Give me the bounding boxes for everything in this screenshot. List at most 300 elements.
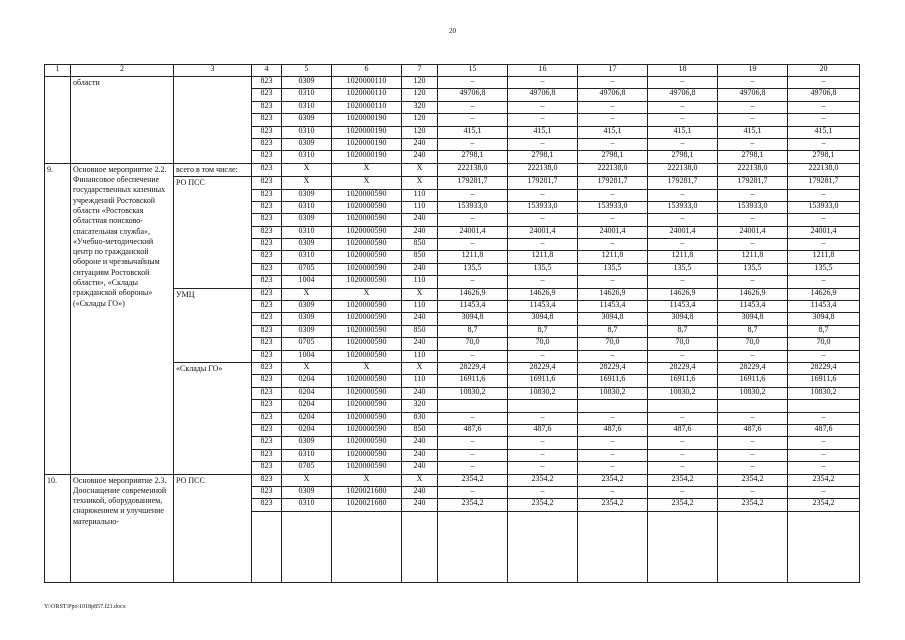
item-number	[45, 77, 71, 164]
value-cell: –	[788, 449, 860, 461]
value-cell: –	[718, 114, 788, 126]
value-cell: 70,0	[508, 338, 578, 350]
value-cell: –	[788, 114, 860, 126]
value-cell: 24001,4	[438, 226, 508, 238]
code-section: Х	[282, 362, 332, 374]
value-cell: 487,6	[648, 424, 718, 436]
value-cell: 28229,4	[718, 362, 788, 374]
value-cell: 2798,1	[578, 151, 648, 163]
executor-cell: УМЦ	[174, 288, 252, 362]
value-cell: –	[718, 276, 788, 288]
code-ministry: 823	[252, 325, 282, 337]
item-description: Основное мероприятие 2.2. Финансовое обеспечение государственных казенных учреждений Ростовской области «Ростовская областная поисково-спасательная служба», «Учебно-методический центр по гражданской обороне и чрезвычайным ситуациям Ростовской области», «Склады гражданской обороны» («Склады ГО»)	[71, 163, 174, 474]
column-header: 6	[332, 65, 402, 77]
value-cell: 14626,9	[718, 288, 788, 300]
code-section: 0310	[282, 89, 332, 101]
value-cell: 49706,8	[578, 89, 648, 101]
value-cell: 153933,0	[648, 201, 718, 213]
code-section: 0204	[282, 400, 332, 412]
code-section: 0309	[282, 77, 332, 89]
value-cell: 222138,0	[578, 163, 648, 176]
value-cell: –	[648, 214, 718, 226]
value-cell: 2354,2	[718, 474, 788, 486]
value-cell	[438, 400, 508, 412]
value-cell: 179281,7	[578, 177, 648, 189]
value-cell: 49706,8	[438, 89, 508, 101]
value-cell: –	[718, 101, 788, 113]
value-cell: 2354,2	[508, 499, 578, 511]
value-cell: 8,7	[578, 325, 648, 337]
code-expense-type: 240	[402, 151, 438, 163]
value-cell: –	[438, 239, 508, 251]
value-cell: –	[508, 239, 578, 251]
code-section: 0309	[282, 486, 332, 498]
code-ministry: 823	[252, 114, 282, 126]
value-cell: –	[788, 239, 860, 251]
column-header: 15	[438, 65, 508, 77]
code-expense-type: 240	[402, 263, 438, 275]
value-cell: 415,1	[438, 126, 508, 138]
value-cell: –	[508, 449, 578, 461]
code-section: 1004	[282, 276, 332, 288]
value-cell: 2798,1	[788, 151, 860, 163]
value-cell	[508, 511, 578, 582]
value-cell	[438, 511, 508, 582]
value-cell: 49706,8	[508, 89, 578, 101]
code-expense-type: 850	[402, 325, 438, 337]
value-cell: 16911,6	[578, 375, 648, 387]
value-cell: –	[438, 138, 508, 150]
value-cell: –	[578, 437, 648, 449]
value-cell: 49706,8	[718, 89, 788, 101]
value-cell: 16911,6	[438, 375, 508, 387]
value-cell: 1211,8	[718, 251, 788, 263]
value-cell: –	[718, 486, 788, 498]
code-ministry: 823	[252, 239, 282, 251]
value-cell: –	[438, 189, 508, 201]
value-cell: 179281,7	[508, 177, 578, 189]
value-cell: –	[508, 437, 578, 449]
value-cell: 70,0	[788, 338, 860, 350]
value-cell: –	[578, 189, 648, 201]
value-cell: 49706,8	[648, 89, 718, 101]
code-section: Х	[282, 474, 332, 486]
value-cell: 179281,7	[788, 177, 860, 189]
code-ministry: 823	[252, 214, 282, 226]
value-cell: –	[648, 449, 718, 461]
value-cell: 3094,8	[578, 313, 648, 325]
value-cell: 2354,2	[648, 499, 718, 511]
column-header: 7	[402, 65, 438, 77]
value-cell: 487,6	[438, 424, 508, 436]
value-cell: 3094,8	[648, 313, 718, 325]
value-cell: –	[648, 114, 718, 126]
code-target: 1020021680	[332, 499, 402, 511]
code-target: 1020000190	[332, 114, 402, 126]
value-cell: –	[788, 77, 860, 89]
value-cell: 2354,2	[578, 474, 648, 486]
code-target: 1020000590	[332, 251, 402, 263]
value-cell: –	[718, 462, 788, 474]
code-target: 1020000590	[332, 325, 402, 337]
code-ministry	[252, 511, 282, 582]
code-section: 0204	[282, 375, 332, 387]
code-section: 0309	[282, 239, 332, 251]
code-ministry: 823	[252, 201, 282, 213]
code-target: Х	[332, 288, 402, 300]
code-ministry: 823	[252, 412, 282, 424]
value-cell: –	[438, 449, 508, 461]
code-expense-type: Х	[402, 163, 438, 176]
code-expense-type: Х	[402, 288, 438, 300]
value-cell: –	[508, 101, 578, 113]
code-section: 0310	[282, 226, 332, 238]
value-cell: 2798,1	[508, 151, 578, 163]
table-row	[45, 163, 860, 176]
value-cell: 415,1	[788, 126, 860, 138]
code-section: Х	[282, 288, 332, 300]
value-cell: 11453,4	[438, 301, 508, 313]
code-expense-type: 120	[402, 89, 438, 101]
code-ministry: 823	[252, 338, 282, 350]
value-cell: –	[508, 214, 578, 226]
code-ministry: 823	[252, 462, 282, 474]
item-number: 10.	[45, 474, 71, 582]
value-cell: 2354,2	[438, 474, 508, 486]
code-section: 0310	[282, 151, 332, 163]
value-cell: –	[438, 276, 508, 288]
code-expense-type: 320	[402, 400, 438, 412]
value-cell: –	[578, 101, 648, 113]
value-cell: –	[508, 114, 578, 126]
item-description: области	[71, 77, 174, 164]
value-cell: 8,7	[788, 325, 860, 337]
code-ministry: 823	[252, 437, 282, 449]
value-cell: 28229,4	[788, 362, 860, 374]
code-ministry: 823	[252, 499, 282, 511]
code-ministry: 823	[252, 89, 282, 101]
executor-cell: «Склады ГО»	[174, 362, 252, 474]
value-cell: 10830,2	[648, 387, 718, 399]
code-expense-type: 320	[402, 101, 438, 113]
item-number: 9.	[45, 163, 71, 474]
value-cell: –	[788, 412, 860, 424]
value-cell: 153933,0	[718, 201, 788, 213]
code-expense-type: 240	[402, 486, 438, 498]
column-header: 4	[252, 65, 282, 77]
value-cell: –	[648, 138, 718, 150]
value-cell: 3094,8	[788, 313, 860, 325]
value-cell: 153933,0	[438, 201, 508, 213]
column-header: 17	[578, 65, 648, 77]
column-header: 20	[788, 65, 860, 77]
code-ministry: 823	[252, 486, 282, 498]
value-cell	[648, 400, 718, 412]
table-row	[45, 474, 860, 486]
value-cell: 14626,9	[508, 288, 578, 300]
value-cell: –	[788, 276, 860, 288]
value-cell: –	[718, 214, 788, 226]
code-ministry: 823	[252, 288, 282, 300]
column-header: 18	[648, 65, 718, 77]
value-cell: 8,7	[718, 325, 788, 337]
value-cell: 2798,1	[648, 151, 718, 163]
column-header: 5	[282, 65, 332, 77]
value-cell: –	[788, 486, 860, 498]
value-cell: –	[788, 138, 860, 150]
value-cell: 10830,2	[718, 387, 788, 399]
budget-table	[44, 64, 860, 583]
value-cell: 11453,4	[788, 301, 860, 313]
code-section: 0309	[282, 313, 332, 325]
code-section: 0309	[282, 114, 332, 126]
value-cell: –	[508, 138, 578, 150]
code-expense-type: 240	[402, 226, 438, 238]
value-cell: –	[438, 437, 508, 449]
value-cell: 28229,4	[578, 362, 648, 374]
value-cell: 16911,6	[508, 375, 578, 387]
code-target: 1020000590	[332, 412, 402, 424]
column-header: 1	[45, 65, 71, 77]
value-cell: –	[788, 189, 860, 201]
value-cell: 3094,8	[718, 313, 788, 325]
code-section: 0309	[282, 437, 332, 449]
value-cell	[718, 511, 788, 582]
value-cell: 487,6	[718, 424, 788, 436]
value-cell: 2354,2	[438, 499, 508, 511]
file-path-footer: Y:\ORST\Ppo\1018p857.f21.docx	[44, 604, 126, 610]
value-cell: –	[718, 449, 788, 461]
code-target: 1020000590	[332, 301, 402, 313]
value-cell: 10830,2	[438, 387, 508, 399]
code-section: 0310	[282, 126, 332, 138]
code-target: 1020000590	[332, 226, 402, 238]
value-cell	[508, 400, 578, 412]
code-ministry: 823	[252, 163, 282, 176]
code-expense-type: 110	[402, 201, 438, 213]
code-expense-type: 240	[402, 214, 438, 226]
value-cell: –	[648, 412, 718, 424]
column-header: 19	[718, 65, 788, 77]
code-ministry: 823	[252, 276, 282, 288]
code-ministry: 823	[252, 350, 282, 362]
code-section: 0310	[282, 251, 332, 263]
value-cell: –	[648, 486, 718, 498]
code-expense-type: 120	[402, 126, 438, 138]
code-expense-type: 850	[402, 239, 438, 251]
value-cell: 1211,8	[788, 251, 860, 263]
code-expense-type: 120	[402, 77, 438, 89]
code-ministry: 823	[252, 263, 282, 275]
code-expense-type: 240	[402, 138, 438, 150]
code-target: 1020000590	[332, 313, 402, 325]
code-section: 0310	[282, 499, 332, 511]
value-cell: 2354,2	[788, 474, 860, 486]
code-section: 0705	[282, 462, 332, 474]
header-row	[45, 65, 860, 77]
value-cell: –	[578, 486, 648, 498]
value-cell: –	[718, 239, 788, 251]
code-ministry: 823	[252, 177, 282, 189]
value-cell: 135,5	[578, 263, 648, 275]
code-section: 0310	[282, 201, 332, 213]
value-cell: –	[648, 276, 718, 288]
value-cell: –	[718, 412, 788, 424]
code-expense-type: Х	[402, 177, 438, 189]
value-cell: –	[508, 189, 578, 201]
value-cell: 49706,8	[788, 89, 860, 101]
value-cell: –	[438, 486, 508, 498]
value-cell: 1211,8	[648, 251, 718, 263]
table-row	[45, 77, 860, 89]
code-ministry: 823	[252, 400, 282, 412]
value-cell: 14626,9	[788, 288, 860, 300]
column-header: 16	[508, 65, 578, 77]
code-target: 1020000590	[332, 400, 402, 412]
value-cell	[578, 400, 648, 412]
value-cell: –	[438, 350, 508, 362]
value-cell: –	[578, 214, 648, 226]
value-cell: 11453,4	[718, 301, 788, 313]
column-header: 3	[174, 65, 252, 77]
value-cell: 70,0	[648, 338, 718, 350]
value-cell: 14626,9	[438, 288, 508, 300]
code-expense-type: 240	[402, 387, 438, 399]
value-cell: –	[648, 189, 718, 201]
code-section: 0309	[282, 138, 332, 150]
code-expense-type: 240	[402, 462, 438, 474]
value-cell: 2354,2	[718, 499, 788, 511]
value-cell	[578, 511, 648, 582]
executor-cell: РО ПСС	[174, 177, 252, 289]
value-cell: 487,6	[578, 424, 648, 436]
code-expense-type: 120	[402, 114, 438, 126]
value-cell: –	[648, 77, 718, 89]
executor-cell: РО ПСС	[174, 474, 252, 582]
code-ministry: 823	[252, 474, 282, 486]
code-target: Х	[332, 362, 402, 374]
code-ministry: 823	[252, 251, 282, 263]
value-cell: 135,5	[788, 263, 860, 275]
value-cell: 16911,6	[788, 375, 860, 387]
code-section: 0309	[282, 214, 332, 226]
value-cell: 3094,8	[508, 313, 578, 325]
value-cell: 135,5	[648, 263, 718, 275]
code-ministry: 823	[252, 313, 282, 325]
code-ministry: 823	[252, 101, 282, 113]
value-cell: –	[718, 77, 788, 89]
value-cell: 8,7	[648, 325, 718, 337]
code-ministry: 823	[252, 301, 282, 313]
value-cell: 14626,9	[578, 288, 648, 300]
value-cell: 135,5	[718, 263, 788, 275]
code-ministry: 823	[252, 362, 282, 374]
code-target: 1020000590	[332, 437, 402, 449]
value-cell: –	[578, 138, 648, 150]
code-section: 0705	[282, 338, 332, 350]
value-cell: –	[438, 462, 508, 474]
value-cell: –	[578, 412, 648, 424]
value-cell: –	[578, 350, 648, 362]
code-section: 0309	[282, 189, 332, 201]
code-ministry: 823	[252, 126, 282, 138]
code-expense-type: 110	[402, 350, 438, 362]
value-cell: 153933,0	[578, 201, 648, 213]
executor-cell	[174, 77, 252, 164]
value-cell: 222138,0	[648, 163, 718, 176]
value-cell: –	[508, 412, 578, 424]
value-cell: 24001,4	[648, 226, 718, 238]
value-cell: 222138,0	[508, 163, 578, 176]
value-cell: 24001,4	[578, 226, 648, 238]
value-cell: –	[648, 462, 718, 474]
value-cell: 10830,2	[578, 387, 648, 399]
value-cell	[788, 400, 860, 412]
code-target: 1020000110	[332, 101, 402, 113]
value-cell: 8,7	[508, 325, 578, 337]
code-ministry: 823	[252, 226, 282, 238]
value-cell: 179281,7	[438, 177, 508, 189]
value-cell: 135,5	[438, 263, 508, 275]
value-cell: 24001,4	[718, 226, 788, 238]
code-ministry: 823	[252, 189, 282, 201]
value-cell: 2354,2	[578, 499, 648, 511]
code-expense-type: 240	[402, 338, 438, 350]
code-target: 1020000590	[332, 239, 402, 251]
value-cell: 415,1	[578, 126, 648, 138]
value-cell: 2354,2	[648, 474, 718, 486]
value-cell: 70,0	[438, 338, 508, 350]
code-target: 1020000590	[332, 189, 402, 201]
value-cell: 415,1	[648, 126, 718, 138]
code-ministry: 823	[252, 387, 282, 399]
code-target: 1020021680	[332, 486, 402, 498]
value-cell: –	[788, 462, 860, 474]
value-cell: 153933,0	[788, 201, 860, 213]
value-cell: 135,5	[508, 263, 578, 275]
code-expense-type: 110	[402, 375, 438, 387]
code-section: 0310	[282, 449, 332, 461]
code-ministry: 823	[252, 138, 282, 150]
value-cell: 222138,0	[718, 163, 788, 176]
value-cell: 70,0	[718, 338, 788, 350]
code-expense-type	[402, 511, 438, 582]
code-expense-type: 110	[402, 189, 438, 201]
value-cell: 1211,8	[438, 251, 508, 263]
value-cell: 2354,2	[788, 499, 860, 511]
code-section: 0204	[282, 424, 332, 436]
code-expense-type: 240	[402, 437, 438, 449]
value-cell: –	[438, 101, 508, 113]
code-ministry: 823	[252, 424, 282, 436]
value-cell: –	[788, 214, 860, 226]
code-section: 0310	[282, 101, 332, 113]
value-cell: –	[578, 276, 648, 288]
value-cell: –	[718, 189, 788, 201]
value-cell: 28229,4	[438, 362, 508, 374]
value-cell: –	[788, 350, 860, 362]
code-section: 0309	[282, 325, 332, 337]
value-cell: –	[648, 350, 718, 362]
value-cell	[718, 400, 788, 412]
code-target: 1020000590	[332, 375, 402, 387]
code-expense-type: Х	[402, 362, 438, 374]
code-section	[282, 511, 332, 582]
value-cell: 11453,4	[578, 301, 648, 313]
value-cell: 222138,0	[788, 163, 860, 176]
value-cell: –	[438, 114, 508, 126]
value-cell: –	[578, 114, 648, 126]
